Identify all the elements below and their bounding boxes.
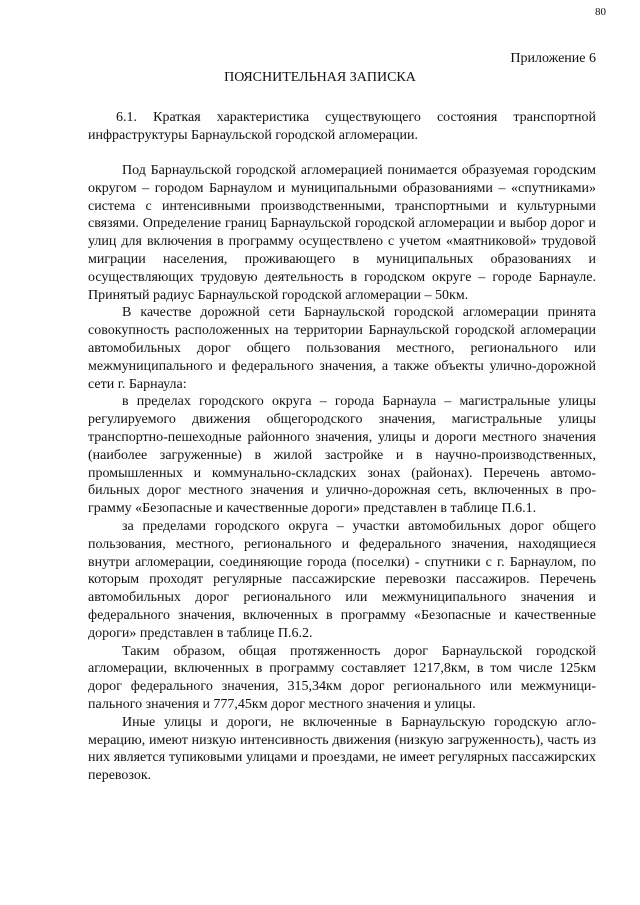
paragraph-outside-city: за пределами городского округа – участки автомобильных дорог общего пользования, местного, регионального и федерального значения, находящиеся внутри агломерации, соединяющие города (поселки) - спутники с г. Барнаулом, по которым проходят регулярные пассажирские перевозки пассажиров. Перечень автомобильных дорог регионального или межмуниципального значения и федерального значения, включенных в программу «Безопасные и качественные дороги» представлен в таблице П.6.2. — [88, 518, 596, 641]
paragraph-road-network: В качестве дорожной сети Барнаульской городской агломерации принята совокупность расположенных на территории Барнаульской городской агломерации автомобильных дорог общего пользования местного, регионального или межмуниципального и федерального значения, а также объекты улично-дорожной сети г. Барнаула: — [88, 305, 596, 392]
paragraph-other-roads: Иные улицы и дороги, не включенные в Барнаульскую городскую агломерацию, имеют низкую интенсивность движения (низкую загруженность), часть из них является тупиковыми улицами и проездами, не имеет регулярных пассажирских перевозок. — [88, 714, 596, 784]
paragraph-within-city: в пределах городского округа – города Барнаула – магистральные улицы регулируемого движения общегородского значения, магистральные улицы транспортно-пешеходные районного значения, улицы и дороги местного значения (наиболее загруженные) в жилой застройке и в научно-производственных, промышленных и коммунально-складских зонах (районах). Перечень автомобильных дорог местного значения и улично-дорожная сеть, включенных в программу «Безопасные и качественные дороги» представлен в таблице П.6.1. — [88, 394, 596, 517]
paragraph-total-length: Таким образом, общая протяженность дорог Барнаульской городской агломерации, включенных в программу составляет 1217,8км, в том числе 125км дорог федерального значения, 315,34км дорог регионального или межмуниципального значения и 777,45км дорог местного значения и улицы. — [88, 643, 596, 712]
paragraph-definition: Под Барнаульской городской агломерацией понимается образуемая городским округом – городом Барнаулом и муниципальными образованиями – «спутниками» система с интенсивными производственными, транспортными и культурными связями. Определение границ Барнаульской городской агломерации и выбор дорог и улиц для включения в программу осуществлено с учетом «маятниковой» трудовой миграции населения, проживающего в муниципальных образованиях и осуществляющих трудовую деятельность в городском округе – городе Барнауле. Принятый радиус Барнаульской городской агломерации – 50км. — [88, 163, 596, 303]
section-heading: 6.1. Краткая характеристика существующего состояния транспортной инфраструктуры Барнаульской городской агломерации. — [88, 110, 596, 143]
appendix-label: Приложение 6 — [510, 51, 596, 66]
page-number: 80 — [595, 6, 606, 18]
document-title: ПОЯСНИТЕЛЬНАЯ ЗАПИСКА — [224, 70, 416, 85]
body-text — [88, 162, 596, 785]
